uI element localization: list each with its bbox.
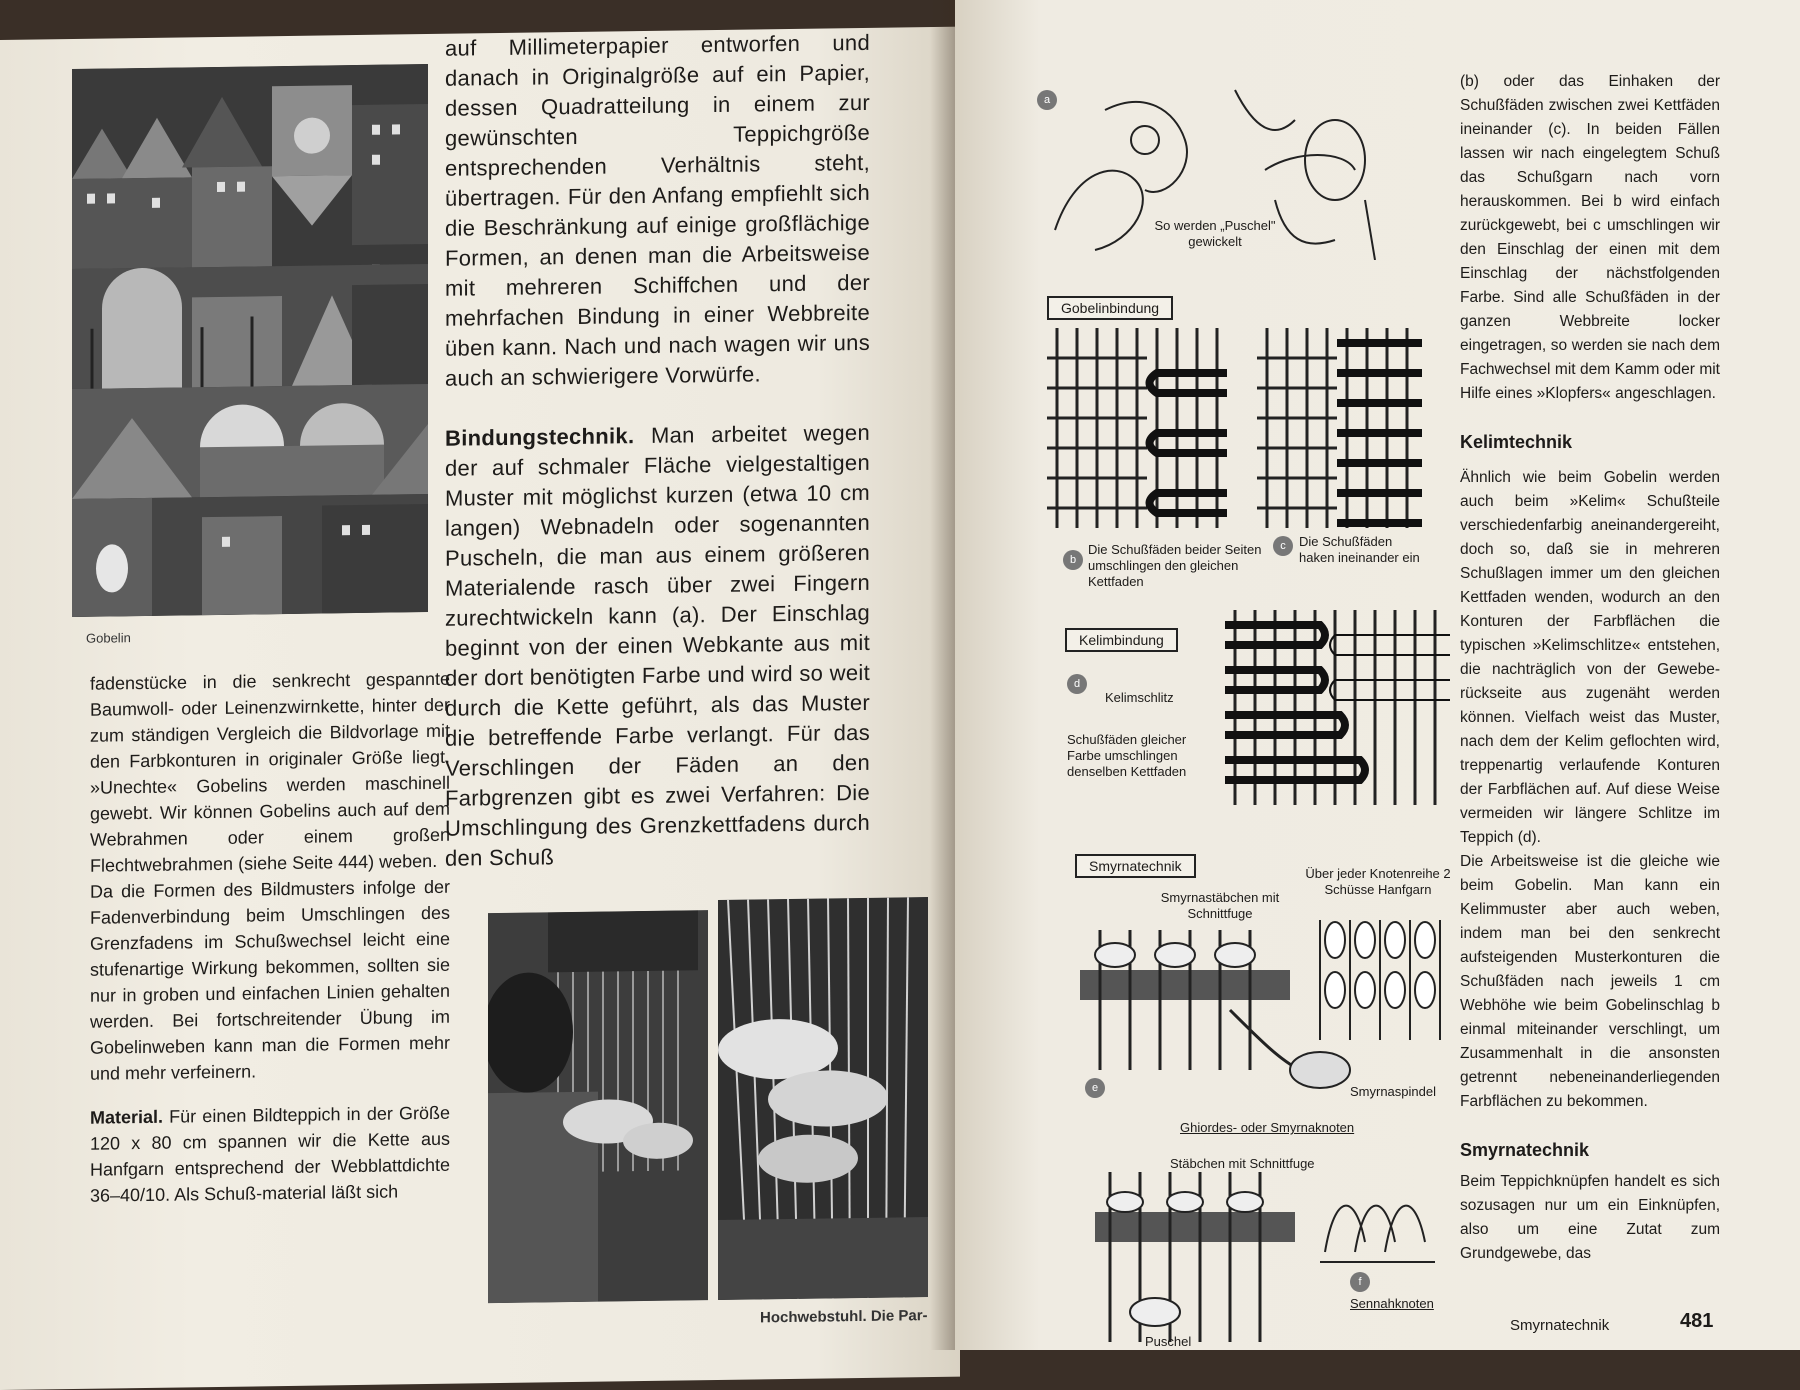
gobelin-caption: Gobelin	[86, 630, 131, 646]
left-page-left-column	[90, 666, 450, 1209]
gobelin-artwork-image	[72, 64, 428, 617]
smyrnastaebchen-label: Smyrnastäbchen mit Schnittfuge	[1160, 890, 1280, 921]
tapestry-illustration	[72, 64, 428, 617]
left-page	[0, 27, 960, 1390]
puschel-label: Puschel	[1145, 1334, 1192, 1349]
smyrnatechnik-heading: Smyrnatechnik	[1460, 1140, 1590, 1160]
ghiordes-label: Ghiordes- oder Smyrnaknoten	[1180, 1120, 1355, 1135]
bindungstechnik-text: Man arbeitet wegen der auf schmaler Fläche vielgestaltigen Muster mit möglichst kurzen (etwa 10 cm langen) Webnadeln oder sogenannten Puscheln, die man aus einem größeren Materialende rasch über zwei Fingern zurechtwickeln kann (a). Der Einschlag beginnt von der einen Webkante aus mit der dort benötigten Farbe und wird so weit durch die Kette geführt, als das Muster die betreffende Farbe verlangt. Für das Verschlingen der Fäden an den Farbgrenzen gibt es zwei Verfahren: Die Umschlingung des Grenzkettfadens durch den Schuß	[445, 419, 870, 871]
right-page	[955, 0, 1800, 1350]
photo-caption: Hochwebstuhl. Die Par-	[760, 1307, 928, 1327]
sennah-knot-diagram	[1095, 1172, 1455, 1342]
paragraph-design-intro: auf Millimeterpapier entworfen und danach in Originalgröße auf ein Papier, dessen Quadratteilung in einem zur gewünschten Teppichgröße entsprechenden Verhältnis steht, übertragen. Für den Anfang empfiehlt sich die Beschränkung auf einige großflächige Formen, an denen man die Arbeitsweise mit mehreren Schiffchen und der mehrfachen Bindung in einer Webbreite üben kann. Nach und nach wagen wir uns auch an schwierigere Vorwürfe.	[445, 29, 870, 391]
page-number: 481	[1680, 1310, 1714, 1332]
weaving-photo-1	[488, 910, 708, 1303]
figure-a-tag: a	[1037, 90, 1057, 110]
material-heading: Material.	[90, 1106, 164, 1128]
paragraph-bildmuster: Da die Formen des Bildmusters infolge der Fadenverbindung beim Umschlingen des Grenzfadens im Schußwechsel leicht eine stufenartige Wirkung bekommen, sollten sie nur in groben und einfachen Linien gehalten werden. Bei fortschreitender Übung im Gobelinweben kann man die Formen mehr und mehr verfeinern.	[90, 876, 450, 1084]
left-page-right-column	[445, 28, 870, 874]
kelim-binding-diagram	[1225, 610, 1455, 810]
loom-photo-illustration-2	[718, 897, 928, 1300]
sennahknoten-label: Sennahknoten	[1350, 1296, 1434, 1311]
weaving-photo-2	[718, 897, 928, 1300]
kelimtechnik-heading: Kelimtechnik	[1460, 432, 1573, 452]
staebchen-label: Stäbchen mit Schnittfuge	[1170, 1156, 1315, 1171]
figure-b-caption: Die Schußfäden beider Seiten umschlingen den gleichen Kettfaden	[1088, 542, 1262, 589]
paragraph-einhaken: (b) oder das Einhaken der Schußfäden zwischen zwei Kettfäden ineinander (c). In beiden Fällen lassen wir nach eingelegtem Schuß das Schußgarn nach vorn herauskommen. Bei b wird einfach zurückgewebt, bei c umschlingen wir den Einschlag der einen mit dem Einschlag der nächstfolgenden Farbe. Sind alle Schußfäden in der ganzen Webbreite locker eingetragen, so werden sie nach dem Fachwechsel mit dem Kamm oder mit Hilfe eines »Klopfers« angeschlagen.	[1460, 73, 1720, 402]
loom-photo-illustration-1	[488, 910, 708, 1303]
material-text: Für einen Bildteppich in der Größe 120 x 80 cm spannen wir die Kette aus Hanfgarn entsprechend der Webblattdichte 36–40/10. Als Schuß-material läßt sich	[90, 1102, 450, 1206]
figure-c-caption: Die Schußfäden haken ineinander ein	[1299, 534, 1420, 565]
paragraph-material	[90, 1100, 450, 1209]
paragraph-arbeitsweise: Die Arbeitsweise ist die gleiche wie beim Gobelin. Man kann ein Kelimmuster aber auch weben, indem man bei den senkrecht aufsteigenden Musterkonturen die Schußfäden nach jeweils 1 cm Webhöhe wie beim Gobelinschlag b einmal miteinander verschlingt, um Zusammenhalt in die ansonsten getrennt nebeneinanderliegenden Farbflächen zu bekommen.	[1460, 853, 1720, 1110]
figure-a-caption: So werden „Puschel" gewickelt	[1154, 218, 1276, 249]
paragraph-kelim: Ähnlich wie beim Gobelin werden auch beim »Kelim« Schußteile verschiedenfarbig aneinandergereiht, doch so, daß sie in mehreren Schußlagen immer um den gleichen Kettfaden wenden, wodurch an den Konturen der Farbflächen die typischen »Kelimschlitze« entstehen, die nachträglich von der Gewebe-rückseite aus zugenäht werden können. Vielfach weist das Muster, nach dem der Kelim geflochten wird, treppenartig verlaufende Konturen der Farbflächen auf. Auf diese Weise vermeiden wir längere Schlitze im Teppich (d).	[1460, 469, 1720, 846]
kelimschlitz-label: Kelimschlitz	[1105, 690, 1174, 705]
figure-b-tag: b	[1063, 550, 1083, 570]
smyrnaspindel-label: Smyrnaspindel	[1350, 1084, 1436, 1099]
paragraph-bindungstechnik	[445, 418, 870, 874]
running-footer: Smyrnatechnik	[1510, 1317, 1610, 1334]
figure-d-tag: d	[1067, 674, 1087, 694]
smyrnatechnik-label: Smyrnatechnik	[1075, 854, 1196, 878]
paragraph-smyrna: Beim Teppichknüpfen handelt es sich sozusagen nur um ein Einknüpfen, also um eine Zutat zum Grundgewebe, das	[1460, 1173, 1720, 1262]
figure-f-tag: f	[1350, 1272, 1370, 1292]
right-page-text-column	[1460, 70, 1720, 1266]
smyrna-knot-diagram	[1080, 910, 1480, 1090]
figure-e-tag: e	[1085, 1078, 1105, 1098]
kelimbindung-label: Kelimbindung	[1065, 628, 1178, 652]
knotenreihe-label: Über jeder Knotenreihe 2 Schüsse Hanfgarn	[1305, 866, 1451, 897]
paragraph-fadenstuecke: fadenstücke in die senkrecht gespannte Baumwoll- oder Leinenzwirnkette, hinter der zum ständigen Vergleich die Bildvorlage mit den Farbkonturen in originaler Größe liegt. »Unechte« Gobelins werden maschinell gewebt. Wir können Gobelins auch auf dem Webrahmen oder einem großen Flechtwebrahmen (siehe Seite 444) weben.	[90, 668, 450, 876]
figure-d-caption: Schußfäden gleicher Farbe umschlingen denselben Kettfaden	[1067, 732, 1187, 779]
figure-c-tag: c	[1273, 536, 1293, 556]
gobelin-binding-diagram	[1047, 328, 1447, 538]
bindungstechnik-heading: Bindungstechnik.	[445, 423, 635, 451]
gobelinbindung-label: Gobelinbindung	[1047, 296, 1173, 320]
